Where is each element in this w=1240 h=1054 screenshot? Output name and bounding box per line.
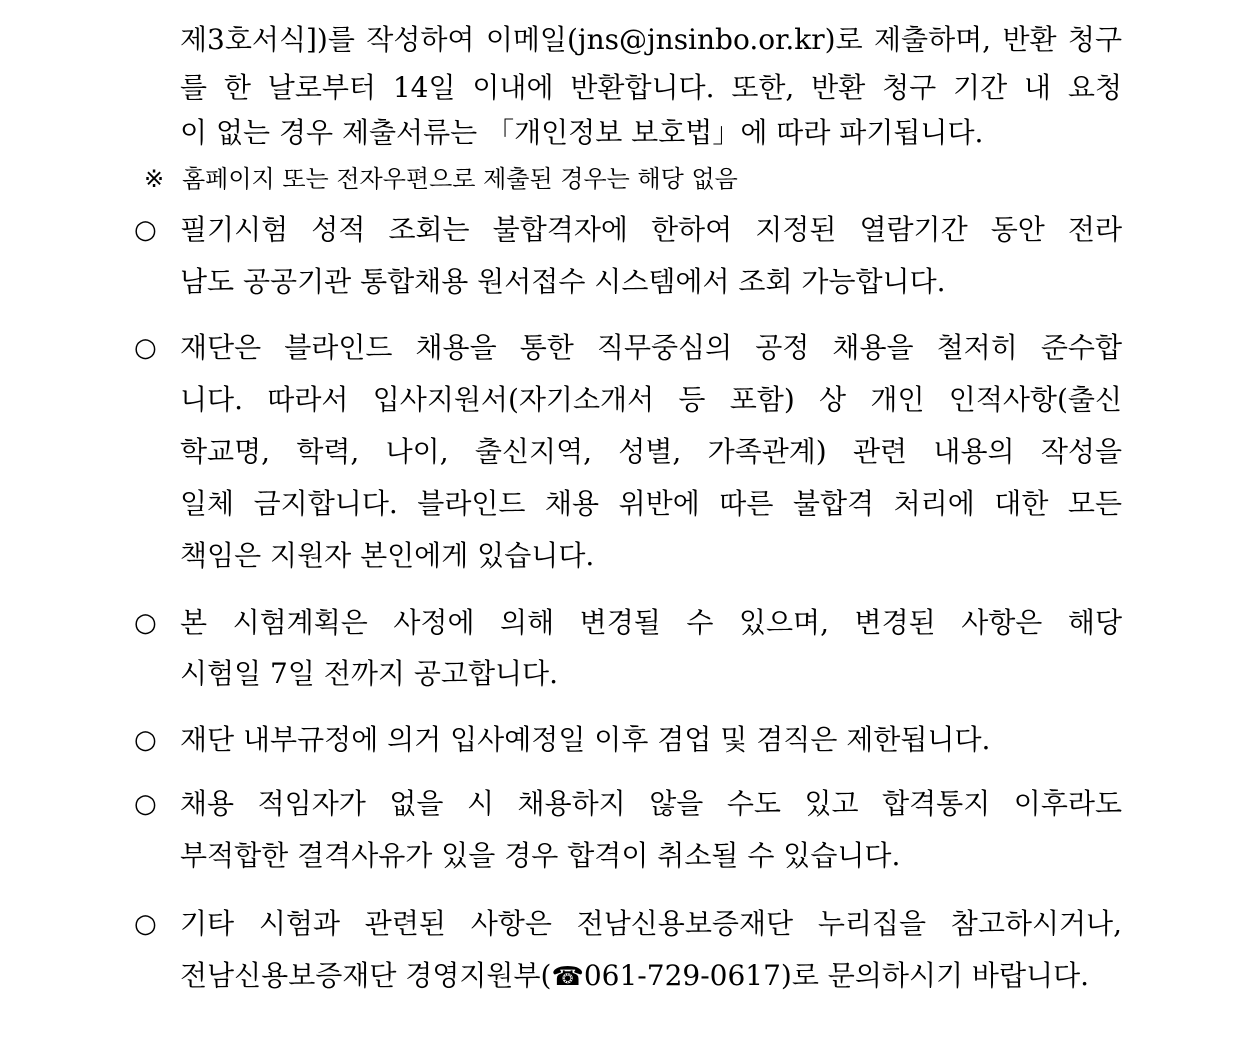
bullet-icon: ○ [134,789,157,819]
item-6-line-2-before: 전남신용보증재단 경영지원부( [180,959,552,992]
item-1-line-1: 필기시험 성적 조회는 불합격자에 한하여 지정된 열람기간 동안 전라 [180,213,1122,246]
note-mark: ※ [144,165,165,193]
top-paragraph-line-2: 를 한 날로부터 14일 이내에 반환합니다. 또한, 반환 청구 기간 내 요청 [180,71,1122,104]
bullet-icon: ○ [134,333,157,363]
phone-number: 061-729-0617 [583,959,781,992]
note-text: 홈페이지 또는 전자우편으로 제출된 경우는 해당 없음 [182,165,738,193]
item-6-line-1: 기타 시험과 관련된 사항은 전남신용보증재단 누리집을 참고하시거나, [180,907,1122,940]
item-2-line-4: 일체 금지합니다. 블라인드 채용 위반에 따른 불합격 처리에 대한 모든 [180,487,1122,520]
item-2-line-2: 니다. 따라서 입사지원서(자기소개서 등 포함) 상 개인 인적사항(출신 [180,383,1122,416]
item-6-line-2-after: )로 문의하시기 바랍니다. [780,959,1090,992]
item-1-line-2: 남도 공공기관 통합채용 원서접수 시스템에서 조회 가능합니다. [180,265,946,298]
item-2-line-1: 재단은 블라인드 채용을 통한 직무중심의 공정 채용을 철저히 준수합 [180,331,1122,364]
item-4-line-1: 재단 내부규정에 의거 입사예정일 이후 겸업 및 겸직은 제한됩니다. [180,723,991,756]
telephone-icon: ☎ [551,962,584,992]
item-2-line-5: 책임은 지원자 본인에게 있습니다. [180,539,595,572]
top-paragraph-line-3: 이 없는 경우 제출서류는 「개인정보 보호법」에 따라 파기됩니다. [180,116,984,149]
bullet-icon: ○ [134,909,157,939]
item-2-line-3: 학교명, 학력, 나이, 출신지역, 성별, 가족관계) 관련 내용의 작성을 [180,435,1122,468]
item-3-line-2: 시험일 7일 전까지 공고합니다. [180,657,558,690]
item-5-line-1: 채용 적임자가 없을 시 채용하지 않을 수도 있고 합격통지 이후라도 [180,787,1122,820]
item-3-line-1: 본 시험계획은 사정에 의해 변경될 수 있으며, 변경된 사항은 해당 [180,606,1122,639]
bullet-icon: ○ [134,725,157,755]
top-paragraph-line-1: 제3호서식])를 작성하여 이메일(jns@jnsinbo.or.kr)로 제출하며, 반환 청구 [180,23,1122,56]
item-5-line-2: 부적합한 결격사유가 있을 경우 합격이 취소될 수 있습니다. [180,839,901,872]
bullet-icon: ○ [134,608,157,638]
item-6-line-2 [180,958,1089,995]
bullet-icon: ○ [134,215,157,245]
